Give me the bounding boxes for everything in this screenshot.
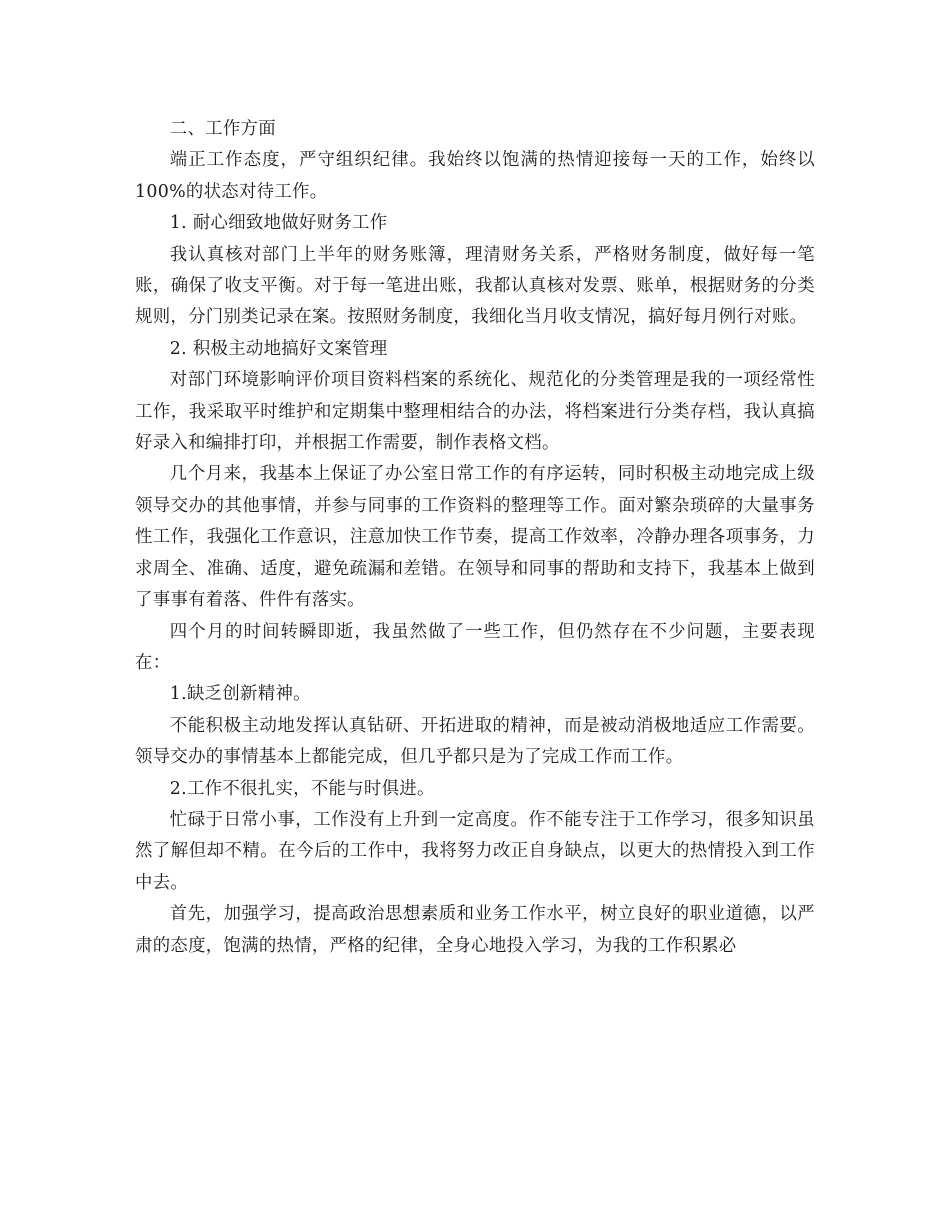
section-heading: 二、工作方面 bbox=[169, 119, 276, 139]
subheading-innovation: 1.缺乏创新精神。 bbox=[169, 684, 311, 705]
subheading-solidity: 2.工作不很扎实，不能与时俱进。 bbox=[169, 778, 435, 799]
paragraph-learning: 首先，加强学习，提高政治思想素质和业务工作水平，树立良好的职业道德，以严肃的态度，饱满的热情，严格的纪律，全身心地投入学习，为我的工作积累必 bbox=[135, 904, 815, 956]
paragraph-office-work: 几个月来，我基本上保证了办公室日常工作的有序运转，同时积极主动地完成上级领导交办的其他事情，并参与同事的工作资料的整理等工作。面对繁杂琐碎的大量事务性工作，我强化工作意识，注意加快工作节奏，提高工作效率，冷静办理各项事务，力求周全、准确、适度，避免疏漏和差错。在领导和同事的帮助和支持下，我基本上做到了事事有着落、件件有落实。 bbox=[135, 464, 815, 611]
paragraph-innovation: 不能积极主动地发挥认真钻研、开拓进取的精神，而是被动消极地适应工作需要。领导交办的事情基本上都能完成，但几乎都只是为了完成工作而工作。 bbox=[135, 715, 815, 768]
document-page bbox=[135, 114, 815, 962]
paragraph-problems-intro: 四个月的时间转瞬即逝，我虽然做了一些工作，但仍然存在不少问题，主要表现在： bbox=[135, 621, 815, 673]
paragraph-documents: 对部门环境影响评价项目资料档案的系统化、规范化的分类管理是我的一项经常性工作，我采取平时维护和定期集中整理相结合的办法，将档案进行分类存档，我认真搞好录入和编排打印，并根据工作需要，制作表格文档。 bbox=[135, 370, 815, 454]
subheading-finance: 1. 耐心细致地做好财务工作 bbox=[169, 213, 388, 234]
paragraph-finance: 我认真核对部门上半年的财务账簿，理清财务关系，严格财务制度，做好每一笔账，确保了收支平衡。对于每一笔进出账，我都认真核对发票、账单，根据财务的分类规则，分门别类记录在案。按照财务制度，我细化当月收支情况，搞好每月例行对账。 bbox=[135, 244, 815, 328]
paragraph-attitude: 端正工作态度，严守组织纪律。我始终以饱满的热情迎接每一天的工作，始终以100%的状态对待工作。 bbox=[135, 150, 815, 202]
paragraph-solidity: 忙碌于日常小事，工作没有上升到一定高度。作不能专注于工作学习，很多知识虽然了解但却不精。在今后的工作中，我将努力改正自身缺点，以更大的热情投入到工作中去。 bbox=[135, 809, 815, 893]
subheading-documents: 2. 积极主动地搞好文案管理 bbox=[169, 338, 388, 359]
